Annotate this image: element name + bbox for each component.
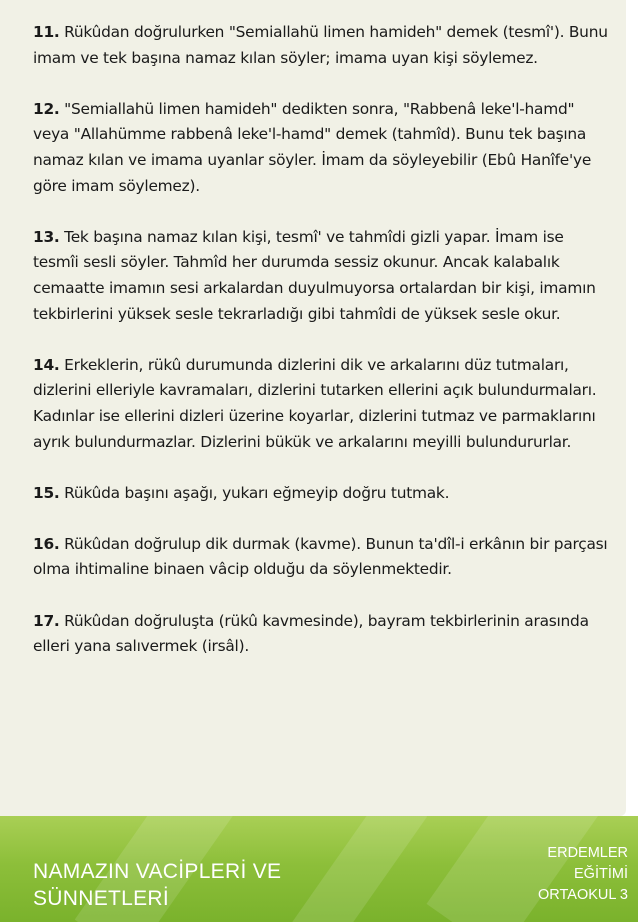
school-line: EĞİTİMİ	[574, 866, 628, 882]
item-text: Tek başına namaz kılan kişi, tesmî' ve tahmîdi gizli yapar. İmam ise tesmîi sesli söyler. Tahmîd her durumda sessiz okunur. Ancak kalabalık cemaatte imamın sesi arkalardan duyulmuyorsa ortalardan bir kişi, imamın tekbirlerini yüksek sesle tekrarladığı gibi tahmîdi de yüksek sesle okur.	[33, 227, 596, 323]
item-number: 17.	[33, 611, 60, 630]
footer-title-line: NAMAZIN VACİPLERİ VE	[33, 860, 282, 883]
list-item	[33, 532, 613, 583]
item-text: Rükûda başını aşağı, yukarı eğmeyip doğru tutmak.	[59, 483, 450, 502]
list-item	[33, 20, 613, 71]
item-number: 14.	[33, 355, 60, 374]
list-item	[33, 97, 613, 199]
item-number: 13.	[33, 227, 60, 246]
item-number: 12.	[33, 99, 60, 118]
school-name	[538, 843, 628, 906]
school-line: ERDEMLER	[547, 845, 628, 861]
decorative-stripe	[283, 816, 427, 922]
list-item	[33, 225, 613, 327]
item-text: Rükûdan doğrulup dik durmak (kavme). Bunun ta'dîl-i erkânın bir parçası olma ihtimaline binaen vâcip olduğu da söylenmektedir.	[33, 534, 608, 579]
school-line: ORTAOKUL 3	[538, 887, 628, 903]
footer-title-line: SÜNNETLERİ	[33, 887, 170, 910]
list-item	[33, 609, 613, 660]
article-body	[33, 20, 613, 685]
item-text: "Semiallahü limen hamideh" dedikten sonra, "Rabbenâ leke'l-hamd" veya "Allahümme rabbenâ leke'l-hamd" demek (tahmîd). Bunu tek başına namaz kılan ve imama uyanlar söyler. İmam da söyleyebilir (Ebû Hanîfe'ye göre imam söylemez).	[33, 99, 592, 195]
item-text: Erkeklerin, rükû durumunda dizlerini dik ve arkalarını düz tutmaları, dizlerini elleriyle kavramaları, dizlerini tutarken ellerini açık bulundurmaları. Kadınlar ise ellerini dizleri üzerine koyarlar, dizlerini tutmaz ve parmaklarını ayrık bulundurmazlar. Dizlerini bükük ve arkalarını meyilli bulundururlar.	[33, 355, 597, 451]
list-item	[33, 481, 613, 507]
item-text: Rükûdan doğrulurken "Semiallahü limen hamideh" demek (tesmî'). Bunu imam ve tek başına namaz kılan söyler; imama uyan kişi söylemez.	[33, 23, 608, 67]
item-number: 11.	[33, 23, 60, 41]
item-number: 15.	[33, 483, 60, 502]
list-item	[33, 353, 613, 455]
footer-title	[33, 858, 281, 912]
item-text: Rükûdan doğruluşta (rükû kavmesinde), bayram tekbirlerinin arasında elleri yana salıvermek (irsâl).	[33, 611, 589, 656]
item-number: 16.	[33, 534, 60, 553]
